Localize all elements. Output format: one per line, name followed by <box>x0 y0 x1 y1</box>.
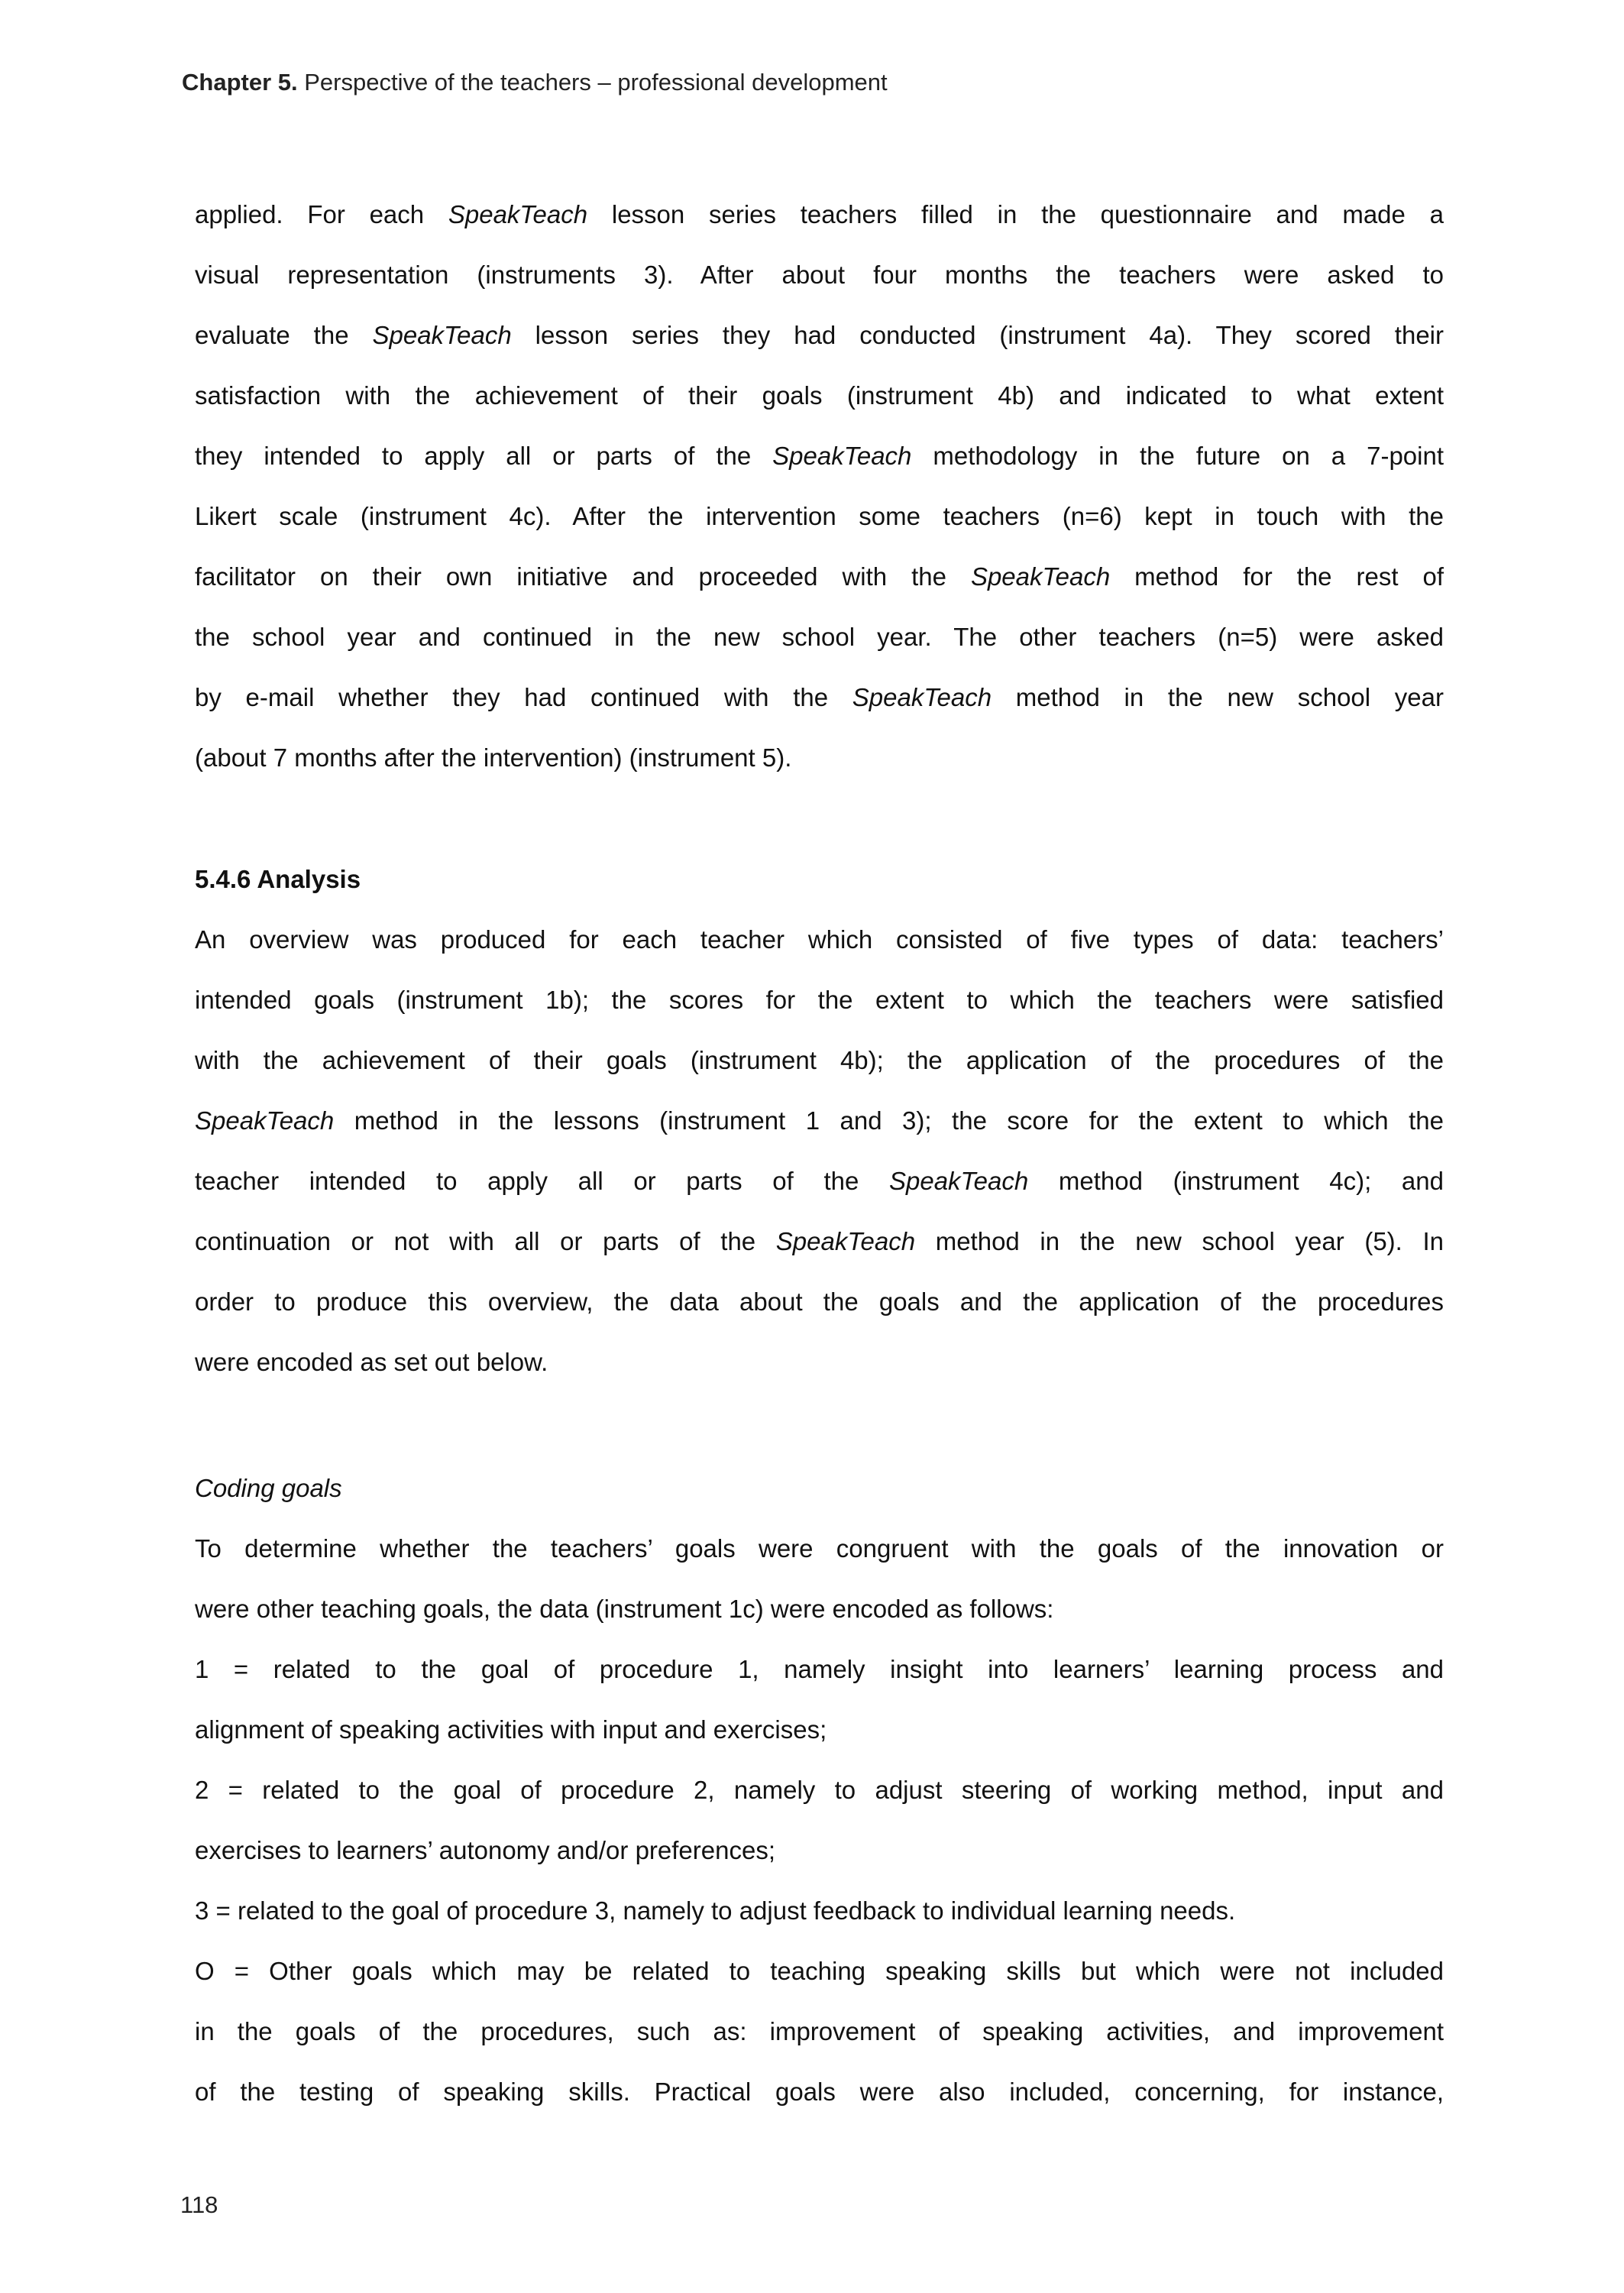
text-run: method (instrument 4c); and <box>1028 1167 1444 1195</box>
italic-term: SpeakTeach <box>888 1167 1029 1195</box>
page-number: 118 <box>180 2191 218 2218</box>
paragraph-procedure <box>195 184 1444 788</box>
text-run: of the testing of speaking skills. Practical goals were also included, concerning, for instance, <box>195 2078 1444 2106</box>
running-header <box>182 69 888 96</box>
text-run: (about 7 months after the intervention) (instrument 5). <box>195 743 792 772</box>
italic-term: SpeakTeach <box>852 683 992 711</box>
text-run: the school year and continued in the new school year. The other teachers (n=5) were asked <box>195 623 1444 651</box>
text-line <box>195 2061 1444 2122</box>
text-run: 2 = related to the goal of procedure 2, namely to adjust steering of working method, input and <box>195 1776 1444 1804</box>
text-run: were encoded as set out below. <box>195 1348 548 1376</box>
text-line <box>195 909 1444 970</box>
text-line <box>195 1332 1444 1392</box>
text-line <box>195 1880 1444 1941</box>
text-run: facilitator on their own initiative and proceeded with the <box>195 562 971 591</box>
text-line <box>195 1639 1444 1699</box>
text-line <box>195 970 1444 1030</box>
text-line <box>195 245 1444 305</box>
italic-term: SpeakTeach <box>448 200 588 228</box>
text-line <box>195 667 1444 727</box>
text-line <box>195 1271 1444 1332</box>
text-run: methodology in the future on a 7-point <box>911 442 1444 470</box>
text-run: visual representation (instruments 3). After about four months the teachers were asked to <box>195 261 1444 289</box>
italic-term: SpeakTeach <box>775 1227 916 1255</box>
italic-term: SpeakTeach <box>372 321 512 349</box>
text-line <box>195 1579 1444 1639</box>
text-line <box>195 184 1444 245</box>
text-line <box>195 1699 1444 1760</box>
text-run: they intended to apply all or parts of the <box>195 442 773 470</box>
text-run: in the goals of the procedures, such as: improvement of speaking activities, and improvement <box>195 2017 1444 2045</box>
italic-term: SpeakTeach <box>970 562 1111 591</box>
text-run: To determine whether the teachers’ goals were congruent with the goals of the innovation or <box>195 1534 1444 1563</box>
italic-term: SpeakTeach <box>195 1106 335 1135</box>
text-run: satisfaction with the achievement of their goals (instrument 4b) and indicated to what extent <box>195 381 1444 410</box>
text-run: applied. For each <box>195 200 448 228</box>
text-line <box>195 365 1444 426</box>
text-run: were other teaching goals, the data (instrument 1c) were encoded as follows: <box>195 1595 1054 1623</box>
section-heading: 5.4.6 Analysis <box>195 865 361 893</box>
italic-term: SpeakTeach <box>772 442 912 470</box>
text-run: Likert scale (instrument 4c). After the intervention some teachers (n=6) kept in touch with the <box>195 502 1444 530</box>
text-run: order to produce this overview, the data about the goals and the application of the procedures <box>195 1287 1444 1316</box>
text-run: intended goals (instrument 1b); the scores for the extent to which the teachers were satisfied <box>195 986 1444 1014</box>
text-line <box>195 2001 1444 2061</box>
paragraph-analysis <box>195 909 1444 1392</box>
subsection-heading: Coding goals <box>195 1474 342 1502</box>
text-run: 3 = related to the goal of procedure 3, namely to adjust feedback to individual learning needs. <box>195 1896 1236 1925</box>
text-line <box>195 1090 1444 1151</box>
text-line <box>195 546 1444 607</box>
text-line <box>195 1820 1444 1880</box>
text-run: with the achievement of their goals (instrument 4b); the application of the procedures of the <box>195 1046 1444 1074</box>
text-line <box>195 426 1444 486</box>
text-line <box>195 1941 1444 2001</box>
text-run: continuation or not with all or parts of the <box>195 1227 776 1255</box>
text-run: alignment of speaking activities with input and exercises; <box>195 1715 827 1744</box>
text-line <box>195 1211 1444 1271</box>
text-run: teacher intended to apply all or parts of the <box>195 1167 889 1195</box>
paragraph-coding-goals <box>195 1518 1444 2122</box>
text-run: method in the new school year (5). In <box>915 1227 1444 1255</box>
text-run: An overview was produced for each teacher which consisted of five types of data: teachers’ <box>195 925 1444 954</box>
text-run: exercises to learners’ autonomy and/or preferences; <box>195 1836 775 1864</box>
chapter-title: Perspective of the teachers – professional development <box>304 69 888 96</box>
text-run: evaluate the <box>195 321 373 349</box>
chapter-label: Chapter 5. <box>182 69 298 96</box>
text-run: lesson series they had conducted (instrument 4a). They scored their <box>511 321 1444 349</box>
text-run: O = Other goals which may be related to teaching speaking skills but which were not included <box>195 1957 1444 1985</box>
text-run: by e-mail whether they had continued with the <box>195 683 852 711</box>
text-line <box>195 305 1444 365</box>
text-line <box>195 1760 1444 1820</box>
text-line <box>195 486 1444 546</box>
text-run: 1 = related to the goal of procedure 1, namely insight into learners’ learning process and <box>195 1655 1444 1683</box>
text-line <box>195 727 1444 788</box>
text-run: method in the new school year <box>992 683 1444 711</box>
text-run: method for the rest of <box>1110 562 1444 591</box>
text-line <box>195 1030 1444 1090</box>
text-line <box>195 1518 1444 1579</box>
text-line <box>195 607 1444 667</box>
text-run: method in the lessons (instrument 1 and 3); the score for the extent to which the <box>334 1106 1444 1135</box>
text-run: lesson series teachers filled in the questionnaire and made a <box>587 200 1444 228</box>
text-line <box>195 1151 1444 1211</box>
page-body <box>195 184 1444 2122</box>
